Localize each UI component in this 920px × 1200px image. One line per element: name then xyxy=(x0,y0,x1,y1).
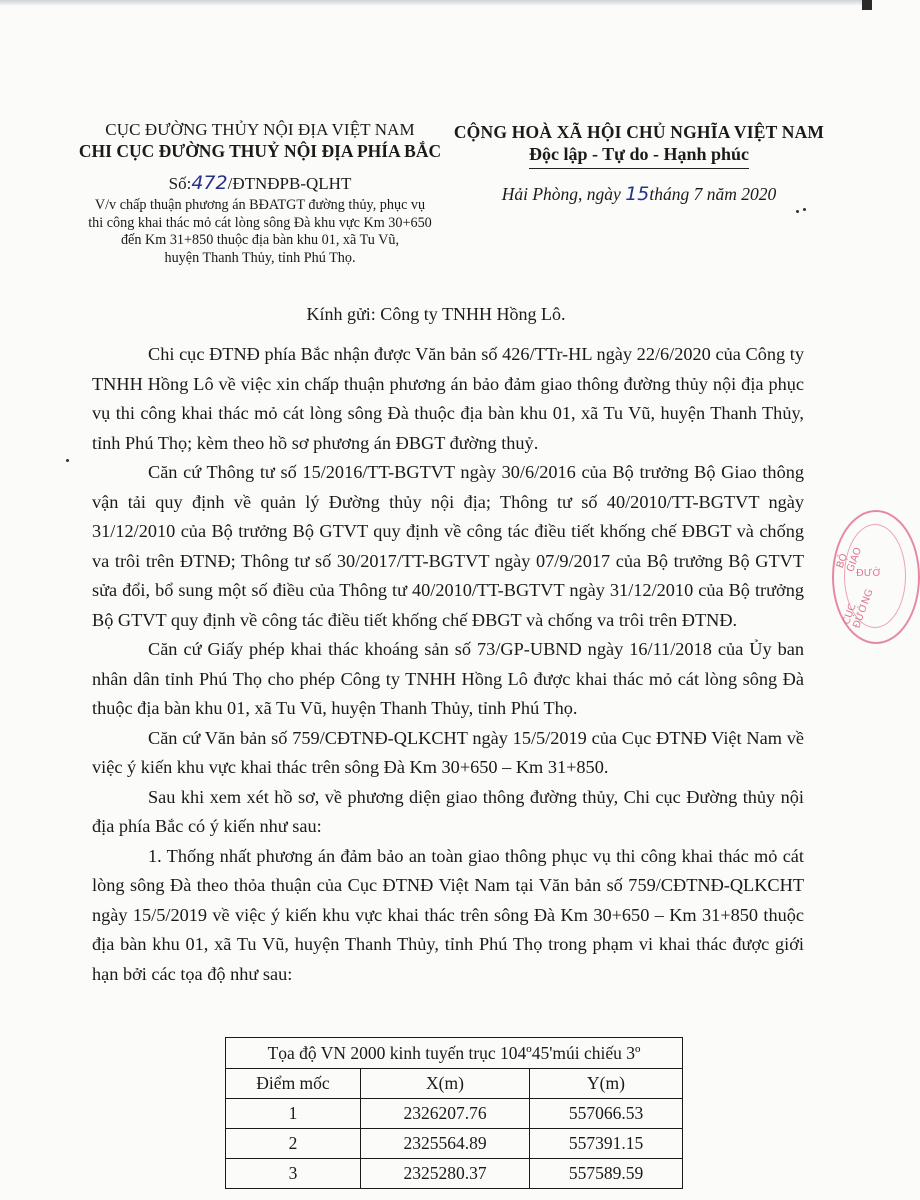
handwritten-ref-number: 472 xyxy=(191,172,228,194)
scan-corner-mark xyxy=(862,0,872,10)
ref-suffix: /ĐTNĐPB-QLHT xyxy=(227,174,352,193)
column-header: X(m) xyxy=(361,1069,530,1099)
table-row xyxy=(226,1099,683,1129)
table-row xyxy=(226,1159,683,1189)
seal-text-top: BỘ GIAO xyxy=(834,546,865,574)
subject-line: thi công khai thác mỏ cát lòng sông Đà khu vực Km 30+650 xyxy=(88,214,432,231)
table-cell: 2 xyxy=(226,1129,361,1159)
table-cell: 2325564.89 xyxy=(361,1129,530,1159)
body-paragraph: 1. Thống nhất phương án đảm bảo an toàn giao thông phục vụ thi công khai thác mỏ cát lòng sông Đà theo thỏa thuận của Cục ĐTNĐ Việt Nam tại Văn bản số 759/CĐTNĐ-QLKCHT ngày 15/5/2019 về việc ý kiến khu vực khai thác trên sông Đà Km 30+650 – Km 31+850 thuộc địa bàn khu 01, xã Tu Vũ, huyện Thanh Thủy, tỉnh Phú Thọ trong phạm vi khai thác được giới hạn bởi các tọa độ như sau: xyxy=(92,845,804,984)
place-and-date xyxy=(446,183,832,205)
table-cell: 1 xyxy=(226,1099,361,1129)
column-header: Y(m) xyxy=(530,1069,683,1099)
recipient-line: Kính gửi: Công ty TNHH Hồng Lô. xyxy=(306,304,566,324)
document-body xyxy=(92,340,804,989)
seal-text-side: CỤC ĐƯỜNG xyxy=(841,587,876,630)
subject-line: huyện Thanh Thủy, tỉnh Phú Thọ. xyxy=(164,249,356,266)
body-paragraph: Căn cứ Thông tư số 15/2016/TT-BGTVT ngày 30/6/2016 của Bộ trưởng Bộ Giao thông vận tải quy định về quản lý Đường thủy nội địa; Thông tư số 40/2010/TT-BGTVT ngày 31/12/2010 của Bộ trưởng Bộ GTVT quy định về công tác điều tiết khống chế ĐBGT và chống va trôi trên ĐTNĐ; Thông tư số 30/2017/TT-BGTVT ngày 07/9/2017 của Bộ trưởng Bộ GTVT sửa đổi, bổ sung một số điều của Thông tư 40/2010/TT-BGTVT ngày 31/12/2010 của Bộ trưởng Bộ GTVT quy định về công tác điều tiết khống chế ĐBGT và chống va trôi trên ĐTNĐ. xyxy=(92,462,804,630)
table-title-row xyxy=(226,1038,683,1069)
table-header-row xyxy=(226,1069,683,1099)
date-suffix: tháng 7 năm 2020 xyxy=(649,184,777,204)
scan-speck xyxy=(66,459,69,462)
body-paragraph: Căn cứ Văn bản số 759/CĐTNĐ-QLKCHT ngày 15/5/2019 của Cục ĐTNĐ Việt Nam về việc ý kiến khu vực khai thác trên sông Đà Km 30+650 – Km 31+850. xyxy=(92,727,804,777)
date-prefix: Hải Phòng, ngày xyxy=(501,184,626,204)
document-subject xyxy=(60,197,460,267)
ref-prefix: Số: xyxy=(168,174,192,193)
seal-text-mid: ĐƯỜ xyxy=(856,568,882,579)
table-title: Tọa độ VN 2000 kinh tuyến trục 104º45'múi chiếu 3º xyxy=(226,1038,683,1069)
handwritten-day: 15 xyxy=(625,183,650,205)
body-paragraph: Sau khi xem xét hồ sơ, về phương diện giao thông đường thủy, Chi cục Đường thủy nội địa phía Bắc có ý kiến như sau: xyxy=(92,786,804,836)
document-number xyxy=(60,172,460,195)
body-paragraph: Căn cứ Giấy phép khai thác khoáng sản số 73/GP-UBND ngày 16/11/2018 của Ủy ban nhân dân tỉnh Phú Thọ cho phép Công ty TNHH Hồng Lô được khai thác mỏ cát lòng sông Đà thuộc địa bàn khu 01, xã Tu Vũ, huyện Thanh Thủy, tỉnh Phú Thọ. xyxy=(92,639,804,718)
table-cell: 557391.15 xyxy=(530,1129,683,1159)
table-cell: 557066.53 xyxy=(530,1099,683,1129)
table-cell: 3 xyxy=(226,1159,361,1189)
table-row xyxy=(226,1129,683,1159)
body-paragraph: Chi cục ĐTNĐ phía Bắc nhận được Văn bản số 426/TTr-HL ngày 22/6/2020 của Công ty TNHH Hồng Lô về việc xin chấp thuận phương án bảo đảm giao thông đường thủy nội địa phục vụ thi công khai thác mỏ cát lòng sông Đà thuộc địa bàn khu 01, xã Tu Vũ, huyện Thanh Thủy, tỉnh Phú Thọ; kèm theo hồ sơ phương án ĐBGT đường thuỷ. xyxy=(92,344,804,453)
coordinate-table xyxy=(225,1037,683,1189)
scan-edge xyxy=(0,0,872,6)
issuing-agency-block xyxy=(60,120,460,267)
national-motto: Độc lập - Tự do - Hạnh phúc xyxy=(529,143,749,169)
parent-agency: CỤC ĐƯỜNG THỦY NỘI ĐỊA VIỆT NAM xyxy=(105,120,415,139)
issuing-agency: CHI CỤC ĐƯỜNG THUỶ NỘI ĐỊA PHÍA BẮC xyxy=(78,141,442,161)
subject-line: V/v chấp thuận phương án BĐATGT đường thủy, phục vụ xyxy=(94,197,426,213)
scan-speck xyxy=(796,210,799,213)
table-cell: 2325280.37 xyxy=(361,1159,530,1189)
table-cell: 557589.59 xyxy=(530,1159,683,1189)
national-header-block xyxy=(446,122,832,205)
national-title: CỘNG HOÀ XÃ HỘI CHỦ NGHĨA VIỆT NAM xyxy=(453,122,825,142)
scan-speck xyxy=(803,208,806,211)
subject-line: đến Km 31+850 thuộc địa bàn khu 01, xã Tu Vũ, xyxy=(120,232,400,248)
table-cell: 2326207.76 xyxy=(361,1099,530,1129)
column-header: Điểm mốc xyxy=(226,1069,361,1099)
